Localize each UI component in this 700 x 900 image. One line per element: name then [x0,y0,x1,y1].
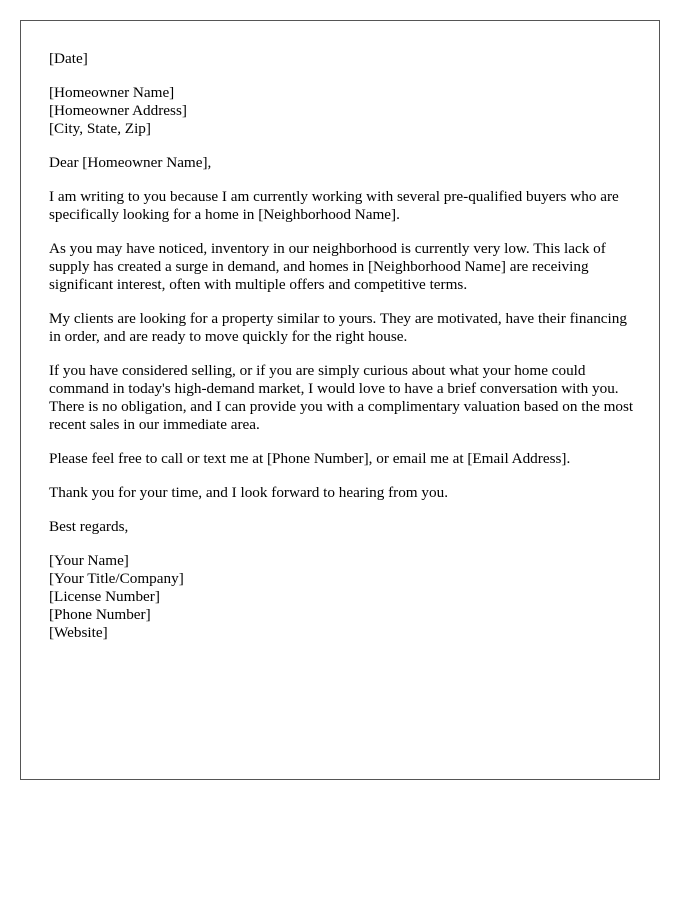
paragraph-offer: If you have considered selling, or if you are simply curious about what your home could command in today's high-demand market, I would love to have a brief conversation with you. There is no obligation, and I can provide you with a complimentary valuation based on the most recent sales in our immediate area. [49,362,634,433]
signature-website: [Website] [49,624,108,641]
signature-block [49,552,639,642]
date-block [49,50,639,68]
paragraph-thanks: Thank you for your time, and I look forward to hearing from you. [49,484,448,501]
signature-license: [License Number] [49,588,160,605]
signature-phone: [Phone Number] [49,606,151,623]
paragraph-contact: Please feel free to call or text me at [Phone Number], or email me at [Email Address]. [49,450,571,467]
paragraph-clients: My clients are looking for a property similar to yours. They are motivated, have their financing in order, and are ready to move quickly for the right house. [49,310,627,345]
paragraph-inventory: As you may have noticed, inventory in our neighborhood is currently very low. This lack of supply has created a surge in demand, and homes in [Neighborhood Name] are receiving significant interest, often with multiple offers and competitive terms. [49,240,606,293]
closing: Best regards, [49,518,129,535]
salutation: Dear [Homeowner Name], [49,154,212,171]
letter-date: [Date] [49,50,88,67]
paragraph-intro: I am writing to you because I am currently working with several pre-qualified buyers who are specifically looking for a home in [Neighborhood Name]. [49,188,619,223]
letter-page [20,20,660,780]
recipient-address-block [49,84,639,138]
recipient-address: [Homeowner Address] [49,102,187,119]
signature-title-company: [Your Title/Company] [49,570,184,587]
letter-body [49,50,639,658]
recipient-name: [Homeowner Name] [49,84,175,101]
signature-name: [Your Name] [49,552,129,569]
recipient-city-state-zip: [City, State, Zip] [49,120,151,137]
